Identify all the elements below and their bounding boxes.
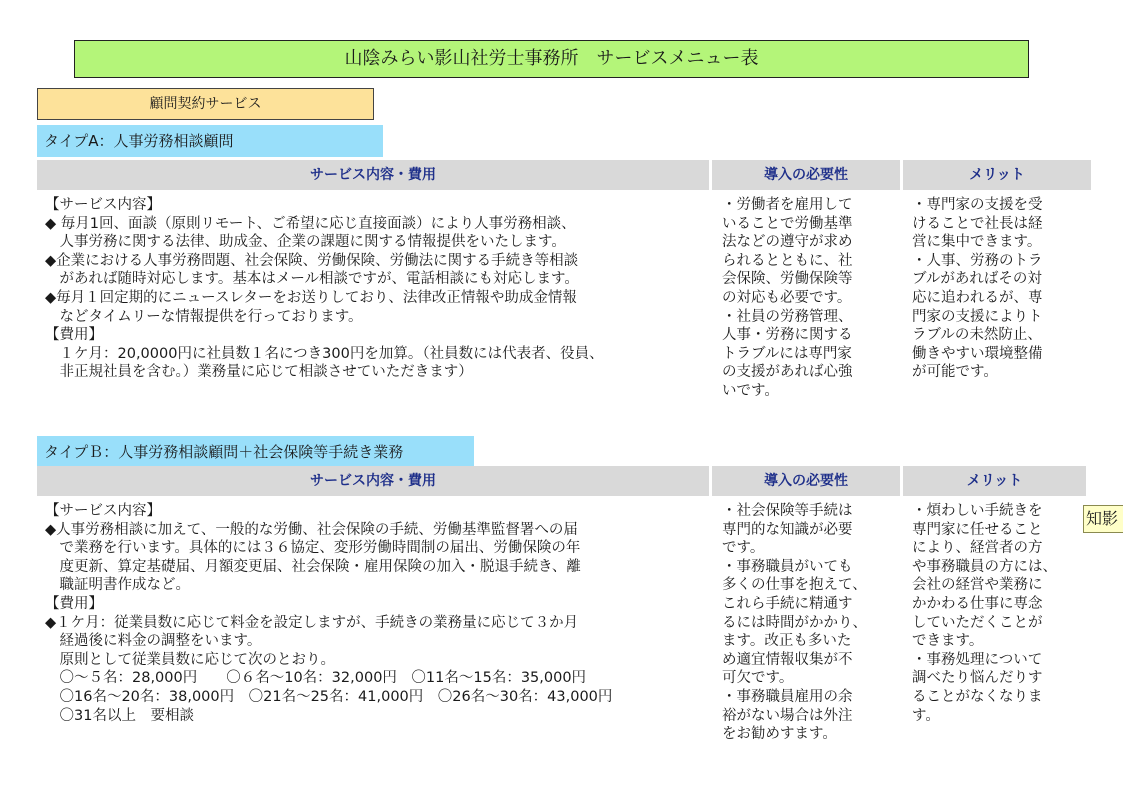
type-b-label: タイプＢ：人事労務相談顧問＋社会保険等手続き業務 [37,436,474,468]
side-note-box: 知影 [1083,505,1123,533]
type-b-service-content: 【サービス内容】 ◆人事労務相談に加えて、一般的な労働、社会保険の手続、労働基準監督署への届 で業務を行います。具体的には３６協定、変形労働時間制の届出、労働保険の年 度更新、算定基礎届、月額変更届、社会保険・雇用保険の加入・脱退手続き、離 職証明書作成など。 【費用】 ◆１ケ月：従業員数に応じて料金を設定しますが、手続きの業務量に応じて３か月 経過後に料金の調整をいます。 原則として従業員数に応じて次のとおり。 〇～５名：28,000円 〇６名～10名：32,000円 〇11名～15名：35,000円 〇16名～20名：38,000円 〇21名～25名：41,000円 〇26名～30名：43,000円 〇31名以上 要相談 [45,503,613,724]
type-a-necessity: ・労働者を雇用して いることで労働基準 法などの遵守が求め られるとともに、社 会保険、労働保険等 の対応も必要です。 ・社員の労務管理、 人事・労務に関する トラブルには専門家 の支援があれば心強 いです。 [722,197,853,399]
type-a-merit: ・専門家の支援を受 けることで社長は経 営に集中できます。 ・人事、労務のトラ ブルがあればその対 応に追われるが、専 門家の支援によりト ラブルの未然防止、 働きやすい環境整備 が可能です。 [912,197,1043,381]
type-b-necessity: ・社会保険等手続は 専門的な知識が必要 です。 ・事務職員がいても 多くの仕事を抱えて、 これら手続に精通す るには時間がかかり、 ます。改正も多いた め適宜情報収集が不 可欠です。 ・事務職員雇用の余 裕がない場合は外注 をお勧めすます。 [722,503,867,743]
type-b-header-service: サービス内容・費用 [37,466,709,496]
type-a-header-merit: メリット [903,160,1091,190]
type-a-label: タイプA：人事労務相談顧問 [37,125,383,157]
type-b-header-merit: メリット [903,466,1086,496]
type-b-header-necessity: 導入の必要性 [712,466,900,496]
type-a-header-necessity: 導入の必要性 [712,160,900,190]
page-title: 山陰みらい影山社労士事務所 サービスメニュー表 [74,40,1029,78]
type-a-header-service: サービス内容・費用 [37,160,709,190]
section-label-consulting: 顧問契約サービス [37,88,374,120]
type-b-merit: ・煩わしい手続きを 専門家に任せること により、経営者の方 や事務職員の方には、 会社の経営や業務に かかわる仕事に専念 していただくことが できます。 ・事務処理について 調べたり悩んだりす ることがなくなりま す。 [912,503,1057,724]
type-a-service-content: 【サービス内容】 ◆ 毎月1回、面談（原則リモート、ご希望に応じ直接面談）により人事労務相談、 人事労務に関する法律、助成金、企業の課題に関する情報提供をいたします。 ◆企業における人事労務問題、社会保険、労働保険、労働法に関する手続き等相談 があれば随時対応します。基本はメール相談ですが、電話相談にも対応します。 ◆毎月１回定期的にニュースレターをお送りしており、法律改正情報や助成金情報 などタイムリーな情報提供を行っております。 【費用】 １ケ月：20,0000円に社員数１名につき300円を加算。（社員数には代表者、役員、 非正規社員を含む。）業務量に応じて相談させていただきます） [45,197,604,381]
